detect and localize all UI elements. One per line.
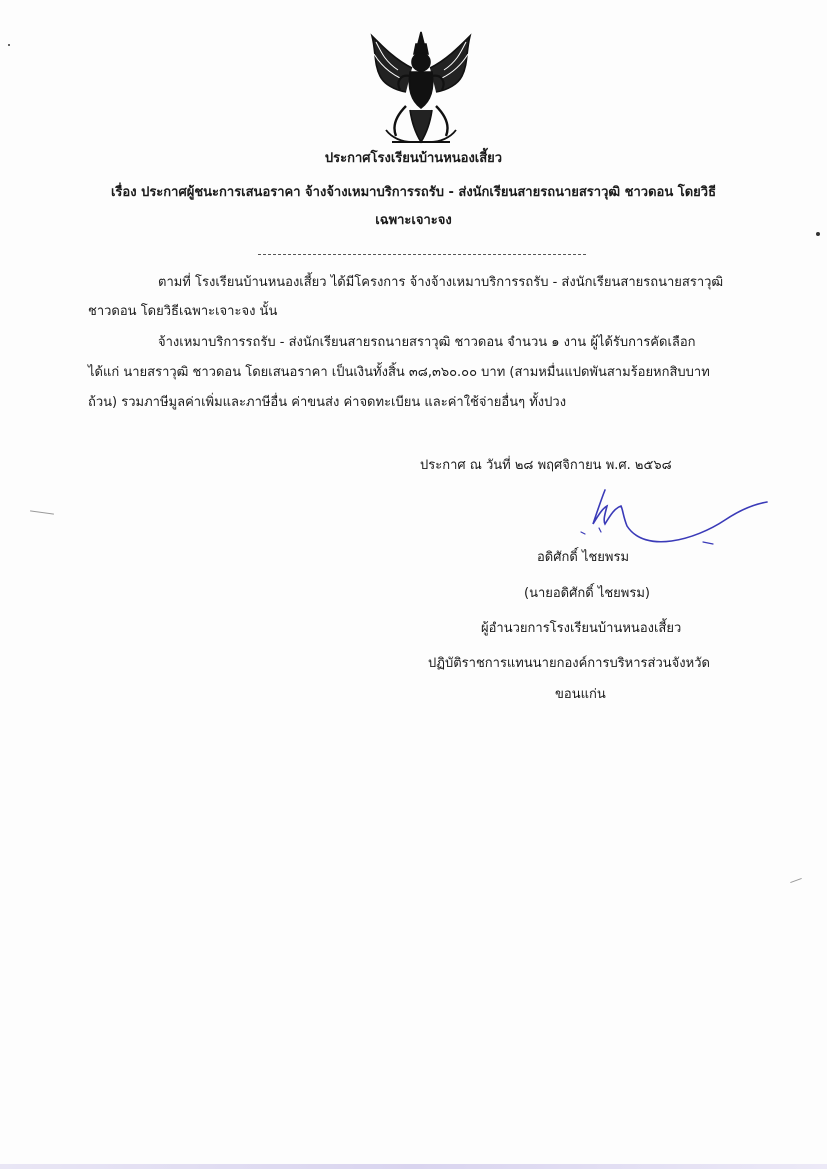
subject-line-1: เรื่อง ประกาศผู้ชนะการเสนอราคา จ้างจ้างเหมาบริการรถรับ - ส่งนักเรียนสายรถนายสราวุฒิ ชาวดอน โดยวิธี [110,185,717,200]
signer-position-1: ผู้อำนวยการโรงเรียนบ้านหนองเสี้ยว [481,621,682,636]
scan-speck [816,232,820,236]
announcement-date: ประกาศ ณ วันที่ ๒๘ พฤศจิกายน พ.ศ. ๒๕๖๘ [420,458,672,473]
signer-short-name: อดิศักดิ์ ไชยพรม [537,550,630,565]
garuda-emblem-icon [366,30,476,148]
subject-line-2: เฉพาะเจาะจง [375,213,452,228]
signer-position-2: ปฏิบัติราชการแทนนายกองค์การบริหารส่วนจังหวัด [428,656,710,671]
handwritten-signature-icon [575,480,770,555]
scan-speck [8,44,10,46]
scan-mark [790,878,802,883]
paragraph-1-line-1: ตามที่ โรงเรียนบ้านหนองเสี้ยว ได้มีโครงการ จ้างจ้างเหมาบริการรถรับ - ส่งนักเรียนสายรถนายสราวุฒิ [158,275,724,290]
scan-mark [30,510,54,514]
paragraph-2-line-1: จ้างเหมาบริการรถรับ - ส่งนักเรียนสายรถนายสราวุฒิ ชาวดอน จำนวน ๑ งาน ผู้ได้รับการคัดเลือก [158,335,696,350]
paragraph-2-line-2: ได้แก่ นายสราวุฒิ ชาวดอน โดยเสนอราคา เป็นเงินทั้งสิ้น ๓๘,๓๖๐.๐๐ บาท (สามหมื่นแปดพันสามร้อยหกสิบบาท [88,365,710,380]
scan-edge [0,1164,827,1169]
paragraph-1-line-2: ชาวดอน โดยวิธีเฉพาะเจาะจง นั้น [88,304,278,319]
paragraph-2-line-3: ถ้วน) รวมภาษีมูลค่าเพิ่มและภาษีอื่น ค่าขนส่ง ค่าจดทะเบียน และค่าใช้จ่ายอื่นๆ ทั้งปวง [88,395,567,410]
divider-line [258,254,586,255]
announcement-title: ประกาศโรงเรียนบ้านหนองเสี้ยว [324,151,503,166]
signer-position-3: ขอนแก่น [555,687,606,702]
signer-full-name: (นายอดิศักดิ์ ไชยพรม) [524,586,650,601]
